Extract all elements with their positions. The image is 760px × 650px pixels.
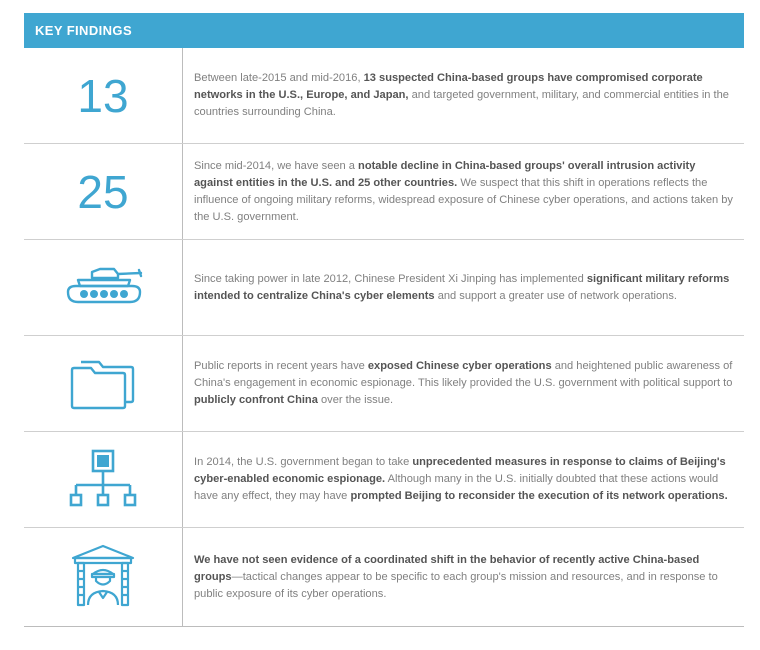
finding-row xyxy=(24,528,744,627)
finding-row xyxy=(24,240,744,336)
government-building-icon xyxy=(70,544,136,610)
org-chart-icon xyxy=(68,449,138,511)
finding-number: 13 xyxy=(77,69,129,122)
finding-figure xyxy=(24,432,183,527)
finding-figure xyxy=(24,240,183,335)
finding-text: We have not seen evidence of a coordinated shift in the behavior of recently active China-based groups—tactical changes appear to be specific to each group's mission and resources, and in response to public exposure of its cyber operations. xyxy=(194,553,718,600)
finding-row xyxy=(24,48,744,144)
key-findings-panel xyxy=(24,13,744,627)
folder-icon xyxy=(69,358,137,410)
tank-icon xyxy=(62,264,144,312)
panel-header: KEY FINDINGS xyxy=(24,13,744,48)
finding-row xyxy=(24,432,744,528)
finding-row xyxy=(24,144,744,240)
finding-figure xyxy=(24,144,183,239)
finding-figure xyxy=(24,528,183,626)
finding-number: 25 xyxy=(77,165,129,218)
finding-text: Public reports in recent years have exposed Chinese cyber operations and heightened public awareness of China's engagement in economic espionage. This likely provided the U.S. government with political support to publicly confront China over the issue. xyxy=(194,360,733,406)
finding-row xyxy=(24,336,744,432)
finding-text: In 2014, the U.S. government began to take unprecedented measures in response to claims of Beijing's cyber-enabled economic espionage. Although many in the U.S. initially doubted that these actions would have any effect, they may have prompted Beijing to reconsider the execution of its network operations. xyxy=(194,456,728,502)
finding-text: Since mid-2014, we have seen a notable decline in China-based groups' overall intrusion activity against entities in the U.S. and 25 other countries. We suspect that this shift in operations reflects the influence of ongoing military reforms, widespread exposure of Chinese cyber operations, and actions taken by the U.S. government. xyxy=(194,159,733,223)
finding-text: Between late-2015 and mid-2016, 13 suspected China-based groups have compromised corporate networks in the U.S., Europe, and Japan, and targeted government, military, and commercial entities in the countries surrounding China. xyxy=(194,72,729,118)
finding-figure xyxy=(24,48,183,143)
finding-figure xyxy=(24,336,183,431)
finding-text: Since taking power in late 2012, Chinese President Xi Jinping has implemented significant military reforms intended to centralize China's cyber elements and support a greater use of network operations. xyxy=(194,272,730,302)
